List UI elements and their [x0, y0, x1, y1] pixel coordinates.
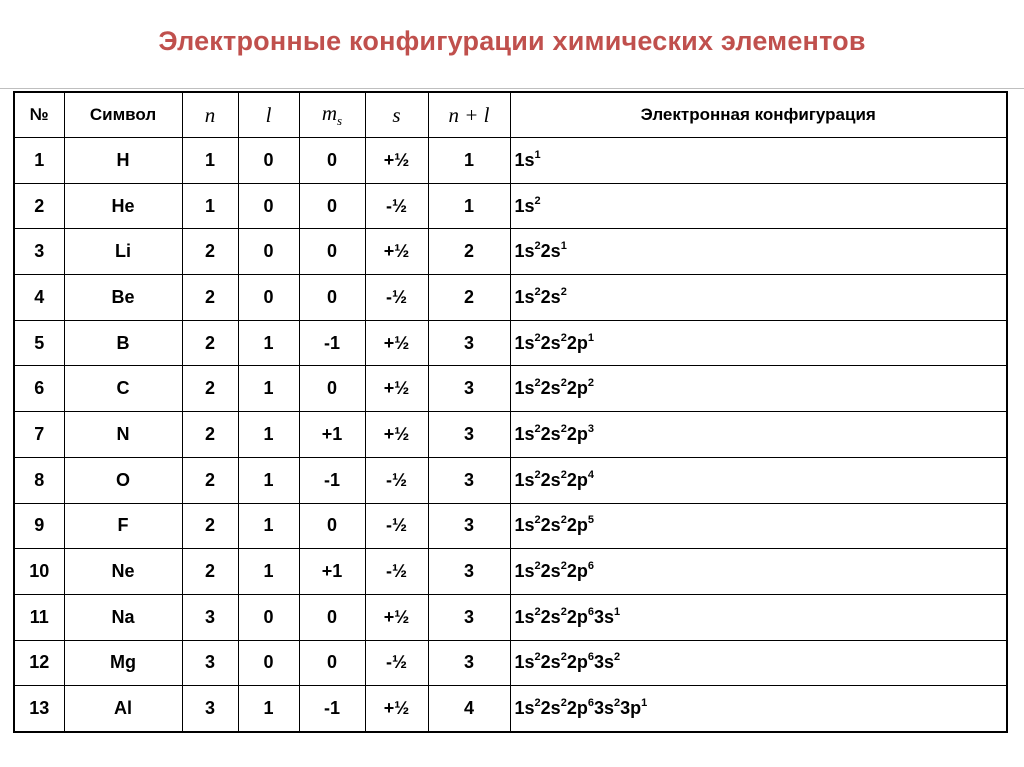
cell-config — [510, 503, 1007, 549]
electron-count: 2 — [534, 331, 541, 344]
orbital-label: 2p — [566, 652, 588, 673]
electron-configuration-table — [13, 91, 1008, 733]
cell-l: 0 — [238, 594, 299, 640]
orbital-label: 3s — [593, 698, 614, 719]
orbital-label: 2p — [566, 515, 588, 536]
table-row — [14, 320, 1007, 366]
electron-count: 3 — [587, 422, 594, 435]
orbital-label: 2s — [540, 423, 561, 444]
cell-number: 4 — [14, 275, 64, 321]
table-row — [14, 412, 1007, 458]
cell-number: 8 — [14, 457, 64, 503]
orbital-label: 2s — [540, 606, 561, 627]
table-row — [14, 183, 1007, 229]
title-divider — [0, 88, 1024, 89]
cell-number: 10 — [14, 549, 64, 595]
header-ms-sub: s — [337, 113, 343, 129]
electron-count: 1 — [560, 240, 567, 253]
cell-ms: 0 — [299, 275, 365, 321]
electron-count: 6 — [587, 651, 594, 664]
orbital-label: 1s — [514, 286, 535, 307]
cell-l: 1 — [238, 320, 299, 366]
table-body — [14, 138, 1007, 733]
header-symbol: Символ — [64, 92, 182, 138]
orbital-label: 1s — [514, 332, 535, 353]
cell-spin: -½ — [365, 457, 428, 503]
electron-count: 1 — [534, 148, 541, 161]
cell-n: 2 — [182, 503, 238, 549]
table-row — [14, 457, 1007, 503]
cell-n-plus-l: 4 — [428, 686, 510, 732]
orbital-label: 2p — [566, 698, 588, 719]
cell-config — [510, 594, 1007, 640]
electron-count: 2 — [534, 240, 541, 253]
orbital-label: 1s — [514, 378, 535, 399]
cell-ms: 0 — [299, 594, 365, 640]
cell-config — [510, 640, 1007, 686]
cell-number: 1 — [14, 138, 64, 184]
cell-ms: 0 — [299, 183, 365, 229]
cell-n-plus-l: 2 — [428, 229, 510, 275]
header-l: l — [238, 92, 299, 138]
electron-count: 2 — [560, 697, 567, 710]
cell-ms: 0 — [299, 138, 365, 184]
cell-config — [510, 138, 1007, 184]
cell-spin: +½ — [365, 412, 428, 458]
electron-count: 1 — [587, 331, 594, 344]
orbital-label: 2s — [540, 241, 561, 262]
cell-number: 6 — [14, 366, 64, 412]
cell-n-plus-l: 2 — [428, 275, 510, 321]
cell-n-plus-l: 1 — [428, 138, 510, 184]
header-number: № — [14, 92, 64, 138]
cell-l: 1 — [238, 457, 299, 503]
orbital-label: 2p — [566, 561, 588, 582]
orbital-label: 1s — [514, 195, 535, 216]
cell-n: 2 — [182, 549, 238, 595]
cell-number: 5 — [14, 320, 64, 366]
cell-n-plus-l: 3 — [428, 457, 510, 503]
cell-l: 1 — [238, 503, 299, 549]
cell-spin: -½ — [365, 549, 428, 595]
electron-count: 2 — [534, 194, 541, 207]
cell-ms: 0 — [299, 229, 365, 275]
cell-n-plus-l: 3 — [428, 320, 510, 366]
electron-count: 2 — [587, 377, 594, 390]
cell-spin: -½ — [365, 275, 428, 321]
table-row — [14, 138, 1007, 184]
electron-count: 5 — [587, 514, 594, 527]
cell-n: 2 — [182, 412, 238, 458]
cell-l: 0 — [238, 275, 299, 321]
electron-count: 6 — [587, 697, 594, 710]
orbital-label: 1s — [514, 606, 535, 627]
cell-number: 2 — [14, 183, 64, 229]
table-row — [14, 503, 1007, 549]
orbital-label: 1s — [514, 241, 535, 262]
cell-spin: -½ — [365, 503, 428, 549]
orbital-label: 2s — [540, 286, 561, 307]
cell-l: 0 — [238, 138, 299, 184]
electron-count: 2 — [560, 468, 567, 481]
cell-spin: +½ — [365, 594, 428, 640]
orbital-label: 1s — [514, 561, 535, 582]
cell-n: 1 — [182, 138, 238, 184]
electron-count: 2 — [534, 422, 541, 435]
orbital-label: 2p — [566, 378, 588, 399]
orbital-label: 2p — [566, 606, 588, 627]
cell-symbol: Be — [64, 275, 182, 321]
electron-count: 2 — [560, 560, 567, 573]
orbital-label: 2p — [566, 469, 588, 490]
cell-spin: -½ — [365, 640, 428, 686]
cell-symbol: Mg — [64, 640, 182, 686]
cell-spin: +½ — [365, 320, 428, 366]
orbital-label: 1s — [514, 469, 535, 490]
electron-count: 2 — [534, 285, 541, 298]
cell-number: 13 — [14, 686, 64, 732]
cell-l: 1 — [238, 366, 299, 412]
orbital-label: 1s — [514, 515, 535, 536]
cell-n: 2 — [182, 457, 238, 503]
orbital-label: 3s — [593, 606, 614, 627]
cell-config — [510, 412, 1007, 458]
header-s: s — [365, 92, 428, 138]
electron-count: 6 — [587, 605, 594, 618]
electron-count: 2 — [613, 651, 621, 664]
cell-config — [510, 366, 1007, 412]
cell-symbol: Li — [64, 229, 182, 275]
cell-spin: -½ — [365, 183, 428, 229]
orbital-label: 1s — [514, 423, 535, 444]
cell-symbol: H — [64, 138, 182, 184]
orbital-label: 2s — [540, 515, 561, 536]
electron-count: 2 — [560, 331, 567, 344]
electron-count: 2 — [534, 605, 541, 618]
electron-count: 2 — [560, 514, 567, 527]
cell-config — [510, 320, 1007, 366]
orbital-label: 3p — [620, 698, 642, 719]
cell-n: 3 — [182, 640, 238, 686]
cell-ms: +1 — [299, 549, 365, 595]
orbital-label: 1s — [514, 652, 535, 673]
cell-l: 0 — [238, 229, 299, 275]
orbital-label: 2s — [540, 332, 561, 353]
electron-count: 4 — [587, 468, 594, 481]
cell-symbol: N — [64, 412, 182, 458]
cell-n: 3 — [182, 686, 238, 732]
cell-symbol: C — [64, 366, 182, 412]
cell-l: 0 — [238, 183, 299, 229]
table-row — [14, 229, 1007, 275]
orbital-label: 2p — [566, 423, 588, 444]
table-row — [14, 549, 1007, 595]
header-ms-base: m — [321, 100, 338, 125]
cell-symbol: F — [64, 503, 182, 549]
cell-l: 1 — [238, 412, 299, 458]
electron-count: 2 — [560, 651, 567, 664]
cell-config — [510, 457, 1007, 503]
cell-config — [510, 549, 1007, 595]
electron-count: 2 — [534, 514, 541, 527]
cell-ms: 0 — [299, 366, 365, 412]
orbital-label: 2s — [540, 469, 561, 490]
page-title: Электронные конфигурации химических элементов — [158, 26, 866, 56]
orbital-label: 2s — [540, 561, 561, 582]
cell-symbol: Ne — [64, 549, 182, 595]
orbital-label: 3s — [593, 652, 614, 673]
cell-n: 1 — [182, 183, 238, 229]
header-n: n — [182, 92, 238, 138]
electron-count: 2 — [560, 422, 567, 435]
cell-number: 12 — [14, 640, 64, 686]
table-row — [14, 275, 1007, 321]
header-n-plus-l: n + l — [428, 92, 510, 138]
electron-count: 2 — [560, 605, 567, 618]
cell-config — [510, 183, 1007, 229]
cell-config — [510, 686, 1007, 732]
cell-ms: -1 — [299, 686, 365, 732]
cell-number: 7 — [14, 412, 64, 458]
cell-symbol: B — [64, 320, 182, 366]
cell-ms: 0 — [299, 503, 365, 549]
cell-n: 3 — [182, 594, 238, 640]
cell-spin: +½ — [365, 138, 428, 184]
cell-ms: 0 — [299, 640, 365, 686]
cell-symbol: Al — [64, 686, 182, 732]
electron-count: 1 — [613, 605, 621, 618]
electron-count: 2 — [534, 697, 541, 710]
cell-n-plus-l: 3 — [428, 366, 510, 412]
cell-number: 3 — [14, 229, 64, 275]
cell-spin: +½ — [365, 686, 428, 732]
header-config: Электронная конфигурация — [510, 92, 1007, 138]
cell-n-plus-l: 3 — [428, 549, 510, 595]
orbital-label: 2s — [540, 698, 561, 719]
cell-config — [510, 229, 1007, 275]
cell-config — [510, 275, 1007, 321]
orbital-label: 2s — [540, 652, 561, 673]
table-row — [14, 366, 1007, 412]
electron-count: 2 — [534, 651, 541, 664]
cell-spin: +½ — [365, 229, 428, 275]
orbital-label: 2p — [566, 332, 588, 353]
electron-count: 2 — [534, 377, 541, 390]
cell-symbol: Na — [64, 594, 182, 640]
cell-n: 2 — [182, 275, 238, 321]
cell-ms: -1 — [299, 457, 365, 503]
cell-n-plus-l: 3 — [428, 594, 510, 640]
cell-n-plus-l: 3 — [428, 640, 510, 686]
orbital-label: 2s — [540, 378, 561, 399]
cell-spin: +½ — [365, 366, 428, 412]
cell-number: 11 — [14, 594, 64, 640]
table-row — [14, 640, 1007, 686]
electron-count: 1 — [641, 697, 648, 710]
cell-l: 0 — [238, 640, 299, 686]
cell-l: 1 — [238, 686, 299, 732]
electron-count: 2 — [560, 285, 567, 298]
orbital-label: 1s — [514, 698, 535, 719]
electron-count: 2 — [534, 468, 541, 481]
cell-n-plus-l: 3 — [428, 412, 510, 458]
cell-ms: -1 — [299, 320, 365, 366]
electron-count: 6 — [587, 560, 594, 573]
table-row — [14, 686, 1007, 732]
cell-symbol: He — [64, 183, 182, 229]
cell-symbol: O — [64, 457, 182, 503]
table-row — [14, 594, 1007, 640]
cell-n-plus-l: 3 — [428, 503, 510, 549]
cell-number: 9 — [14, 503, 64, 549]
cell-n-plus-l: 1 — [428, 183, 510, 229]
electron-count: 2 — [534, 560, 541, 573]
cell-n: 2 — [182, 366, 238, 412]
table-header-row — [14, 92, 1007, 138]
orbital-label: 1s — [514, 149, 535, 170]
header-ms — [299, 92, 365, 138]
cell-n: 2 — [182, 320, 238, 366]
cell-l: 1 — [238, 549, 299, 595]
electron-count: 2 — [613, 697, 621, 710]
cell-n: 2 — [182, 229, 238, 275]
cell-ms: +1 — [299, 412, 365, 458]
electron-count: 2 — [560, 377, 567, 390]
